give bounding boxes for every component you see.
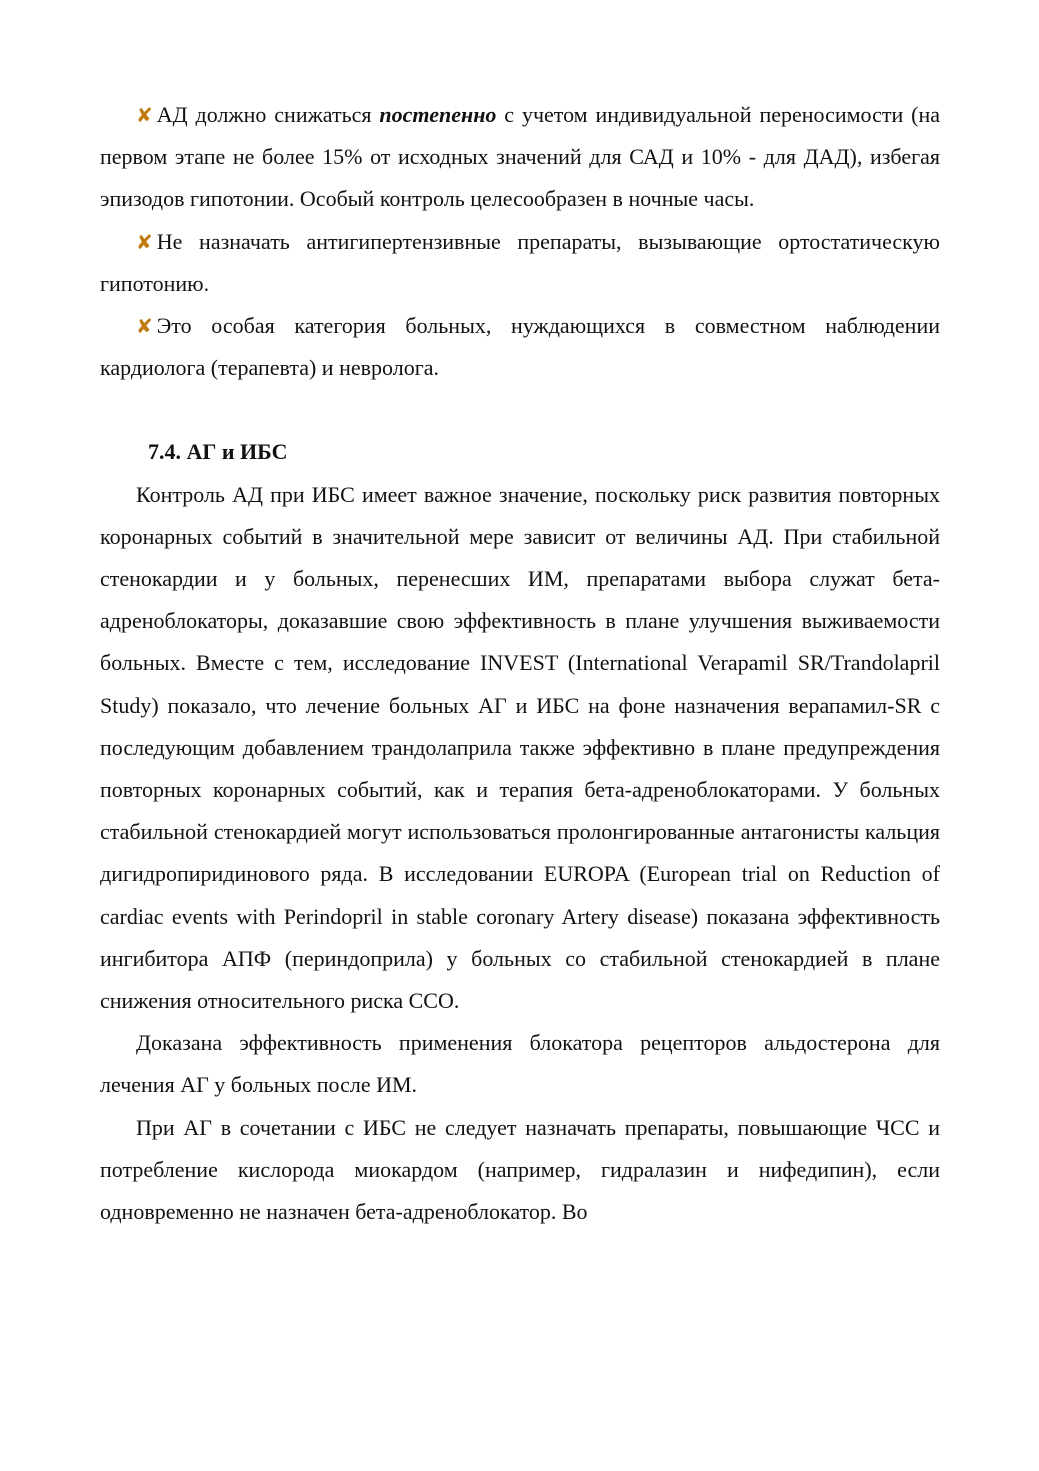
emphasis-text: постепенно: [379, 102, 497, 127]
cross-mark-icon: ✘: [136, 229, 153, 254]
bullet-paragraph: [100, 305, 940, 389]
bullet-text: АД должно снижаться: [156, 102, 380, 127]
bullet-paragraph: [100, 94, 940, 221]
bullet-text: Это особая категория больных, нуждающихся в совместном наблюдении кардиолога (терапевта) и невролога.: [100, 313, 940, 381]
body-paragraph: При АГ в сочетании с ИБС не следует назначать препараты, повышающие ЧСС и потребление кислорода миокардом (например, гидралазин и нифедипин), если одновременно не назначен бета-адреноблокатор. Во: [100, 1114, 940, 1225]
bullet-paragraph: [100, 221, 940, 305]
bullet-text: Не назначать антигипертензивные препараты, вызывающие ортостатическую гипотонию.: [100, 228, 940, 296]
body-paragraph: Контроль АД при ИБС имеет важное значение, поскольку риск развития повторных коронарных событий в значительной мере зависит от величины АД. При стабильной стенокардии и у больных, перенесших ИМ, препаратами выбора служат бета-адреноблокаторы, доказавшие свою эффективность в плане улучшения выживаемости больных. Вместе с тем, исследование INVEST (International Verapamil SR/Trandolapril Study) показало, что лечение больных АГ и ИБС на фоне назначения верапамил-SR с последующим добавлением трандолаприла также эффективно в плане предупреждения повторных коронарных событий, как и терапия бета-адреноблокаторами. У больных стабильной стенокардией могут использоваться пролонгированные антагонисты кальция дигидропиридинового ряда. В исследовании EUROPA (European trial on Reduction of cardiac events with Perindopril in stable coronary Artery disease) показана эффективность ингибитора АПФ (периндоприла) у больных со стабильной стенокардией в плане снижения относительного риска ССО.: [100, 481, 940, 1014]
cross-mark-icon: ✘: [136, 314, 153, 339]
document-page: [100, 94, 940, 1233]
body-paragraph: Доказана эффективность применения блокатора рецепторов альдостерона для лечения АГ у больных после ИМ.: [100, 1030, 940, 1098]
cross-mark-icon: ✘: [136, 103, 153, 127]
section-heading: 7.4. АГ и ИБС: [148, 439, 288, 465]
bullet-text: с учетом индивидуальной переносимости (на первом этапе не более 15% от исходных значений для САД и 10% - для ДАД), избегая эпизодов гипотонии. Особый контроль целесообразен в ночные часы.: [100, 102, 940, 212]
